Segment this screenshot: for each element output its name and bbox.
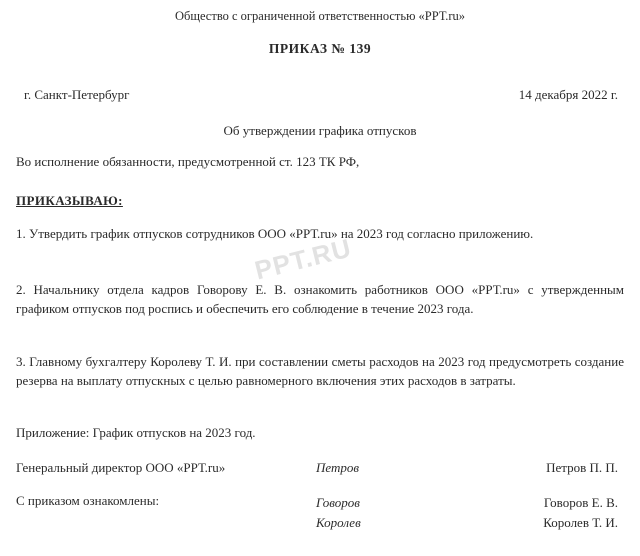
director-name: Петров П. П. [546,460,618,475]
acquainted-signature-1: Говоров [316,495,360,510]
order-city: г. Санкт-Петербург [24,87,130,102]
acquainted-signature-2: Королев [316,515,361,530]
acquainted-name-1: Говоров Е. В. [543,495,618,510]
director-position: Генеральный директор ООО «РРТ.ru» [16,460,226,475]
director-signature: Петров [316,460,360,475]
order-date: 14 декабря 2022 г. [518,87,618,102]
acquainted-label: С приказом ознакомлены: [16,493,160,508]
order-subject: Об утверждении графика отпусков [223,123,417,138]
order-paragraph-1: 1. Утвердить график отпусков сотрудников ООО «РРТ.ru» на 2023 год согласно приложению. [16,226,534,241]
order-paragraph-2: 2. Начальнику отдела кадров Говорову Е. В. ознакомить работников ООО «РРТ.ru» с утвержденным графиком отпусков под роспись и обеспечить его соблюдение в течение 2023 года. [16,282,624,316]
organization-name: Общество с ограниченной ответственностью «РРТ.ru» [174,9,466,23]
attachment-line: Приложение: График отпусков на 2023 год. [16,425,256,440]
watermark: PPT.RU [251,232,355,286]
acquainted-name-2: Королев Т. И. [543,515,618,530]
order-keyword: ПРИКАЗЫВАЮ: [16,193,123,208]
order-paragraph-3: 3. Главному бухгалтеру Королеву Т. И. при составлении сметы расходов на 2023 год предусмотреть создание резерва на выплату отпускных с целью равномерного включения этих расходов в затраты. [16,354,624,388]
order-title: ПРИКАЗ № 139 [268,41,372,56]
order-basis: Во исполнение обязанности, предусмотренной ст. 123 ТК РФ, [16,154,360,169]
